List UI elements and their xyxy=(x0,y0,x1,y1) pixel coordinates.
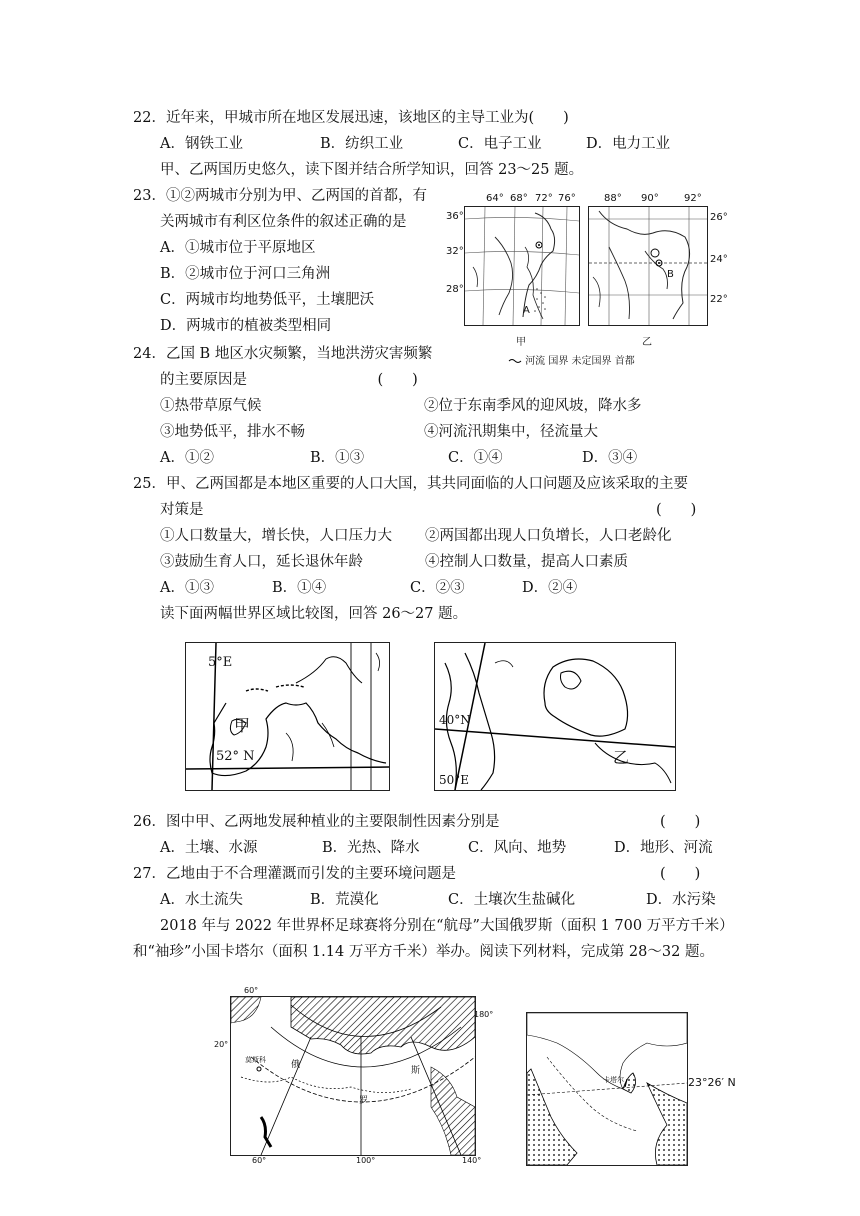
map-yi-lon-88: 88° xyxy=(604,193,622,204)
map-yi-lon-90: 90° xyxy=(641,193,659,204)
q24-stem-line2: 的主要原因是 ( ) xyxy=(160,372,418,388)
map-yi-lat-22: 22° xyxy=(710,294,728,305)
q27-option-b: B．荒漠化 xyxy=(310,892,379,908)
map-russia-lon-60-top: 60° xyxy=(244,986,259,995)
map-jia-region-a: A xyxy=(523,305,530,316)
q25-option-d: D．②④ xyxy=(522,580,578,596)
map-qatar xyxy=(526,1012,688,1166)
map-russia-char-2: 罗 xyxy=(359,1096,369,1106)
map-yi-region-b: B xyxy=(667,269,674,280)
map-russia-lon-100: 100° xyxy=(356,1156,376,1165)
map-jia-52n: 52° N xyxy=(216,749,255,764)
map-jia-lat-28: 28° xyxy=(446,284,464,295)
q26-paren: ( ) xyxy=(660,814,701,830)
intro-28-32-line2: 和“袖珍”小国卡塔尔（面积 1.14 万平方千米）举办。阅读下列材料，完成第 28～32 题。 xyxy=(133,944,714,960)
map-jia-label: 甲 xyxy=(234,716,251,735)
q25-stem-line1: 25．甲、乙两国都是本地区重要的人口大国，其共同面临的人口问题及应该采取的主要 xyxy=(133,476,688,492)
q25-item-3: ③鼓励生育人口，延长退休年龄 xyxy=(160,554,363,570)
q23-option-a: A．①城市位于平原地区 xyxy=(160,240,316,256)
q23-stem-line2: 关两城市有利区位条件的叙述正确的是 xyxy=(160,214,407,230)
map-russia-char-1: 俄 xyxy=(291,1060,301,1070)
q25-option-a: A．①③ xyxy=(160,580,214,596)
q24-option-c: C．①④ xyxy=(448,450,503,466)
q24-option-b: B．①③ xyxy=(310,450,365,466)
q25-paren: ( ) xyxy=(656,502,697,518)
q26-option-b: B．光热、降水 xyxy=(322,840,420,856)
q24-item-2: ②位于东南季风的迎风坡，降水多 xyxy=(424,398,642,414)
q25-item-1: ①人口数量大，增长快，人口压力大 xyxy=(160,528,392,544)
intro-23-25: 甲、乙两国历史悠久，读下图并结合所学知识，回答 23～25 题。 xyxy=(160,162,584,178)
map-yi-40n: 40°N xyxy=(439,713,471,727)
q23-option-d: D．两城市的植被类型相同 xyxy=(160,318,332,334)
q27-option-d: D．水污染 xyxy=(646,892,716,908)
map-region-yi xyxy=(434,642,676,791)
map-russia-lon-60: 60° xyxy=(252,1156,267,1165)
river-legend-icon xyxy=(508,357,522,365)
q24-item-1: ①热带草原气候 xyxy=(160,398,262,414)
q25-option-c: C．②③ xyxy=(410,580,465,596)
map-jia-caption: 甲 xyxy=(516,337,526,348)
q27-option-a: A．水土流失 xyxy=(160,892,243,908)
q24-item-4: ④河流汛期集中，径流量大 xyxy=(424,424,598,440)
map-qatar-label: 卡塔尔 xyxy=(603,1076,624,1084)
q22-option-c: C．电子工业 xyxy=(458,136,542,152)
map-jia-lon-68: 68° xyxy=(510,193,528,204)
map-russia-city: 莫斯科 xyxy=(245,1056,266,1064)
map-legend xyxy=(508,352,635,367)
q24-option-d: D．③④ xyxy=(582,450,638,466)
map-russia-char-3: 斯 xyxy=(411,1066,421,1076)
q25-stem-line2: 对策是 xyxy=(160,502,204,518)
map-russia-lat-20: 20° xyxy=(214,1040,229,1049)
map-yi-lat-24: 24° xyxy=(710,254,728,265)
map-yi-lat-26: 26° xyxy=(710,212,728,223)
q26-option-a: A．土壤、水源 xyxy=(160,840,258,856)
q24-stem-line1: 24．乙国 B 地区水灾频繁，当地洪涝灾害频繁 xyxy=(133,346,433,362)
q22-option-a: A．钢铁工业 xyxy=(160,136,243,152)
map-yi-country xyxy=(588,206,708,326)
map-qatar-lat: 23°26′ N xyxy=(688,1076,736,1089)
q23-option-b: B．②城市位于河口三角洲 xyxy=(160,266,331,282)
map-yi-caption: 乙 xyxy=(642,337,652,348)
map-yi-lon-92: 92° xyxy=(684,193,702,204)
q25-item-4: ④控制人口数量，提高人口素质 xyxy=(425,554,628,570)
map-jia-lat-32: 32° xyxy=(446,246,464,257)
q26-option-d: D．地形、河流 xyxy=(614,840,713,856)
map-russia-lon-140: 140° xyxy=(462,1156,482,1165)
intro-28-32-line1: 2018 年与 2022 年世界杯足球赛将分别在“航母”大国俄罗斯（面积 1 700 万平方千米） xyxy=(160,918,734,934)
intro-26-27: 读下面两幅世界区域比较图，回答 26～27 题。 xyxy=(160,606,468,622)
q27-stem: 27．乙地由于不合理灌溉而引发的主要环境问题是 xyxy=(133,866,456,882)
q24-option-a: A．①② xyxy=(160,450,214,466)
map-russia xyxy=(230,996,476,1156)
q27-paren: ( ) xyxy=(660,866,701,882)
q25-item-2: ②两国都出现人口负增长，人口老龄化 xyxy=(425,528,672,544)
q23-option-c: C．两城市均地势低平，土壤肥沃 xyxy=(160,292,375,308)
map-yi-50e: 50°E xyxy=(439,773,470,787)
q24-item-3: ③地势低平，排水不畅 xyxy=(160,424,305,440)
q26-option-c: C．风向、地势 xyxy=(468,840,567,856)
map-jia-lon-76: 76° xyxy=(558,193,576,204)
map-jia-5e: 5°E xyxy=(208,655,233,670)
q27-option-c: C．土壤次生盐碱化 xyxy=(448,892,576,908)
q23-stem-line1: 23．①②两城市分别为甲、乙两国的首都，有 xyxy=(133,188,427,204)
map-jia-lon-64: 64° xyxy=(486,193,504,204)
map-jia-lon-72: 72° xyxy=(535,193,553,204)
q22-option-d: D．电力工业 xyxy=(586,136,671,152)
q25-option-b: B．①④ xyxy=(272,580,327,596)
map-jia-country xyxy=(464,206,580,326)
map-yi-label: 乙 xyxy=(613,748,630,767)
map-region-jia xyxy=(185,642,390,791)
q22-stem: 22．近年来，甲城市所在地区发展迅速，该地区的主导工业为( ) xyxy=(133,110,569,126)
q26-stem: 26．图中甲、乙两地发展种植业的主要限制性因素分别是 xyxy=(133,814,500,830)
map-jia-lat-36: 36° xyxy=(446,211,464,222)
legend-text: 河流 国界 未定国界 首都 xyxy=(525,356,635,367)
q22-option-b: B．纺织工业 xyxy=(320,136,404,152)
map-russia-lon-180: 180° xyxy=(474,1010,494,1019)
